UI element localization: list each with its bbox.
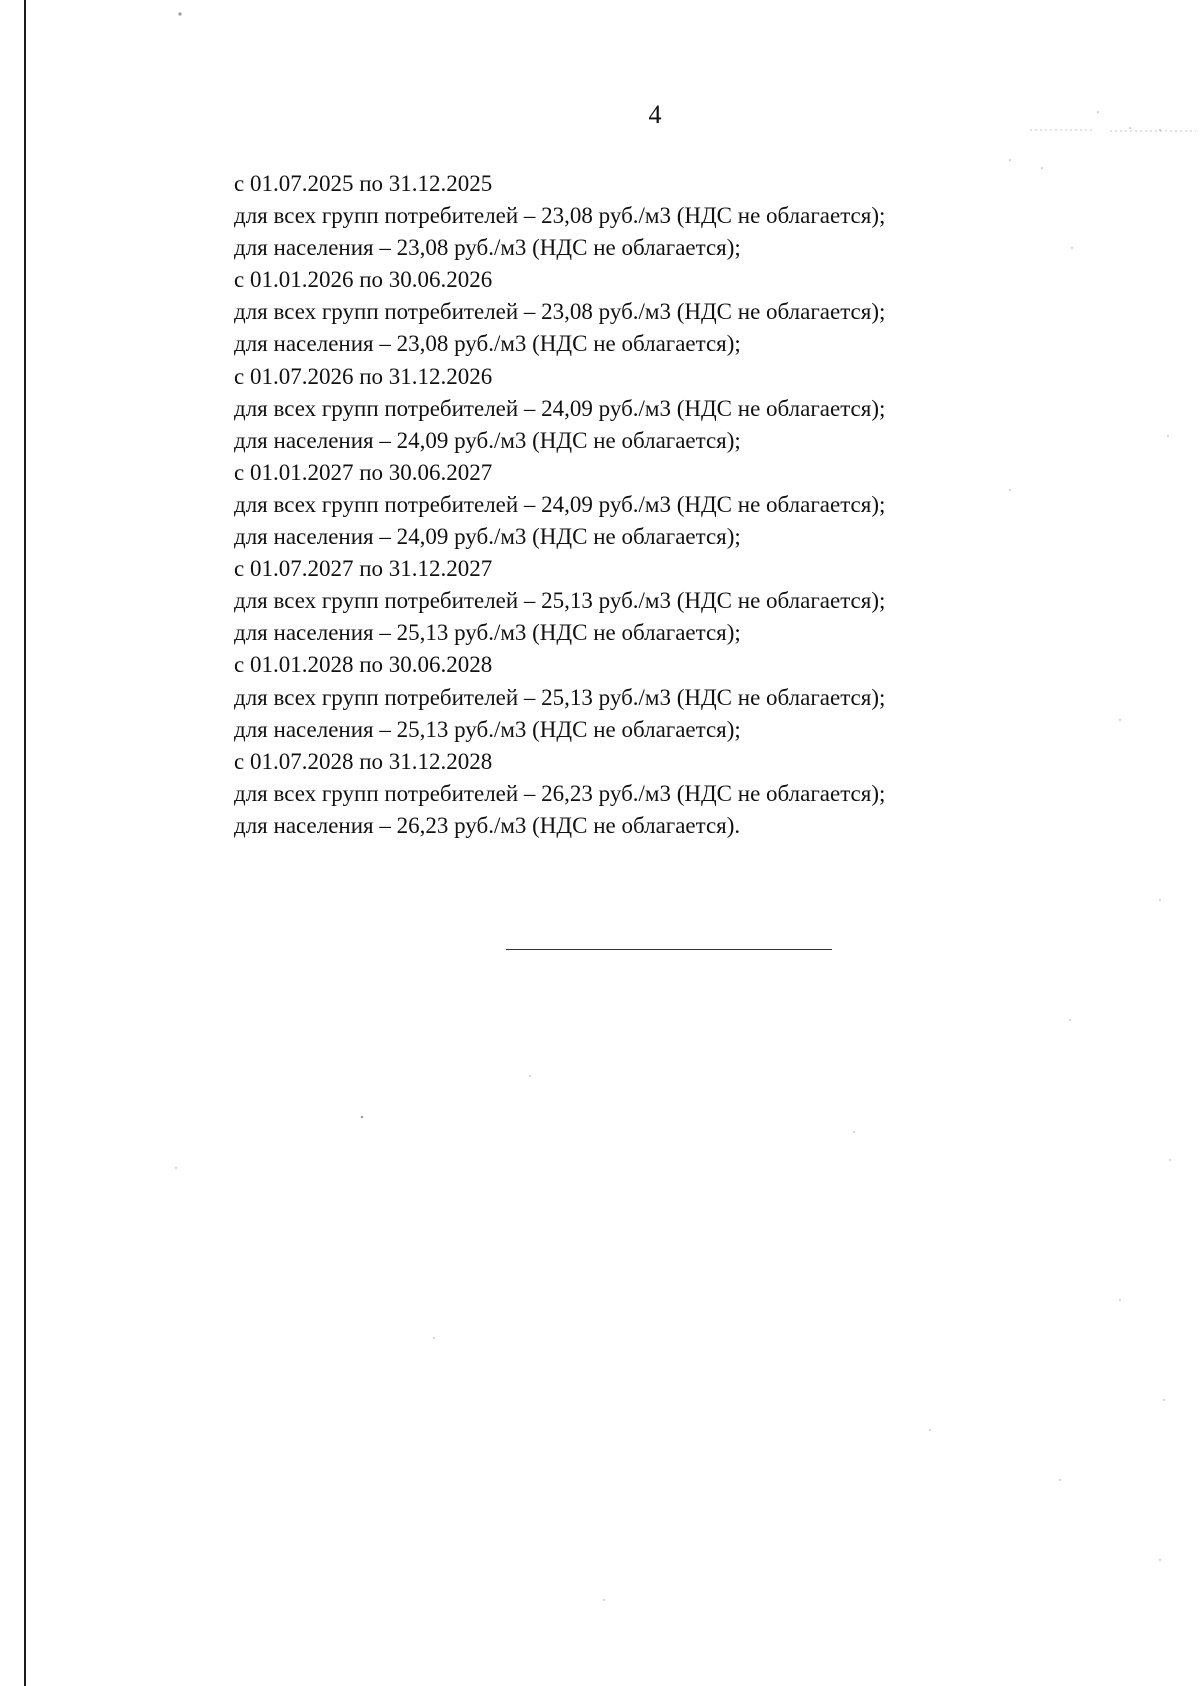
- tariff-population-line: для населения – 24,09 руб./м3 (НДС не облагается);: [234, 524, 741, 550]
- tariff-population-line: для населения – 23,08 руб./м3 (НДС не облагается);: [234, 331, 741, 357]
- tariff-population-line: для населения – 25,13 руб./м3 (НДС не облагается);: [234, 620, 741, 646]
- tariff-all-groups-line: для всех групп потребителей – 25,13 руб./м3 (НДС не облагается);: [234, 684, 886, 710]
- tariff-all-groups-line: для всех групп потребителей – 23,08 руб./м3 (НДС не облагается);: [234, 299, 886, 325]
- period-line: с 01.07.2026 по 31.12.2026: [234, 363, 493, 389]
- period-line: с 01.07.2028 по 31.12.2028: [234, 748, 493, 774]
- tariff-all-groups-line: для всех групп потребителей – 24,09 руб./м3 (НДС не облагается);: [234, 395, 886, 421]
- tariff-schedule: [234, 168, 1014, 842]
- period-line: с 01.01.2026 по 30.06.2026: [234, 267, 493, 293]
- period-line: с 01.01.2028 по 30.06.2028: [234, 652, 493, 678]
- tariff-all-groups-line: для всех групп потребителей – 25,13 руб./м3 (НДС не облагается);: [234, 588, 886, 614]
- tariff-population-line: для населения – 24,09 руб./м3 (НДС не облагается);: [234, 427, 741, 453]
- scan-edge-line: [24, 0, 26, 1686]
- tariff-population-line: для населения – 23,08 руб./м3 (НДС не облагается);: [234, 235, 741, 261]
- tariff-all-groups-line: для всех групп потребителей – 24,09 руб./м3 (НДС не облагается);: [234, 491, 886, 517]
- period-line: с 01.07.2027 по 31.12.2027: [234, 556, 493, 582]
- tariff-all-groups-line: для всех групп потребителей – 26,23 руб./м3 (НДС не облагается);: [234, 780, 886, 806]
- period-line: с 01.01.2027 по 30.06.2027: [234, 459, 493, 485]
- tariff-population-line: для населения – 26,23 руб./м3 (НДС не облагается).: [234, 812, 741, 838]
- period-line: с 01.07.2025 по 31.12.2025: [234, 171, 493, 196]
- page-number: 4: [648, 100, 662, 129]
- tariff-population-line: для населения – 25,13 руб./м3 (НДС не облагается);: [234, 716, 741, 742]
- tariff-all-groups-line: для всех групп потребителей – 23,08 руб./м3 (НДС не облагается);: [234, 203, 886, 229]
- end-of-text-rule: [506, 949, 832, 950]
